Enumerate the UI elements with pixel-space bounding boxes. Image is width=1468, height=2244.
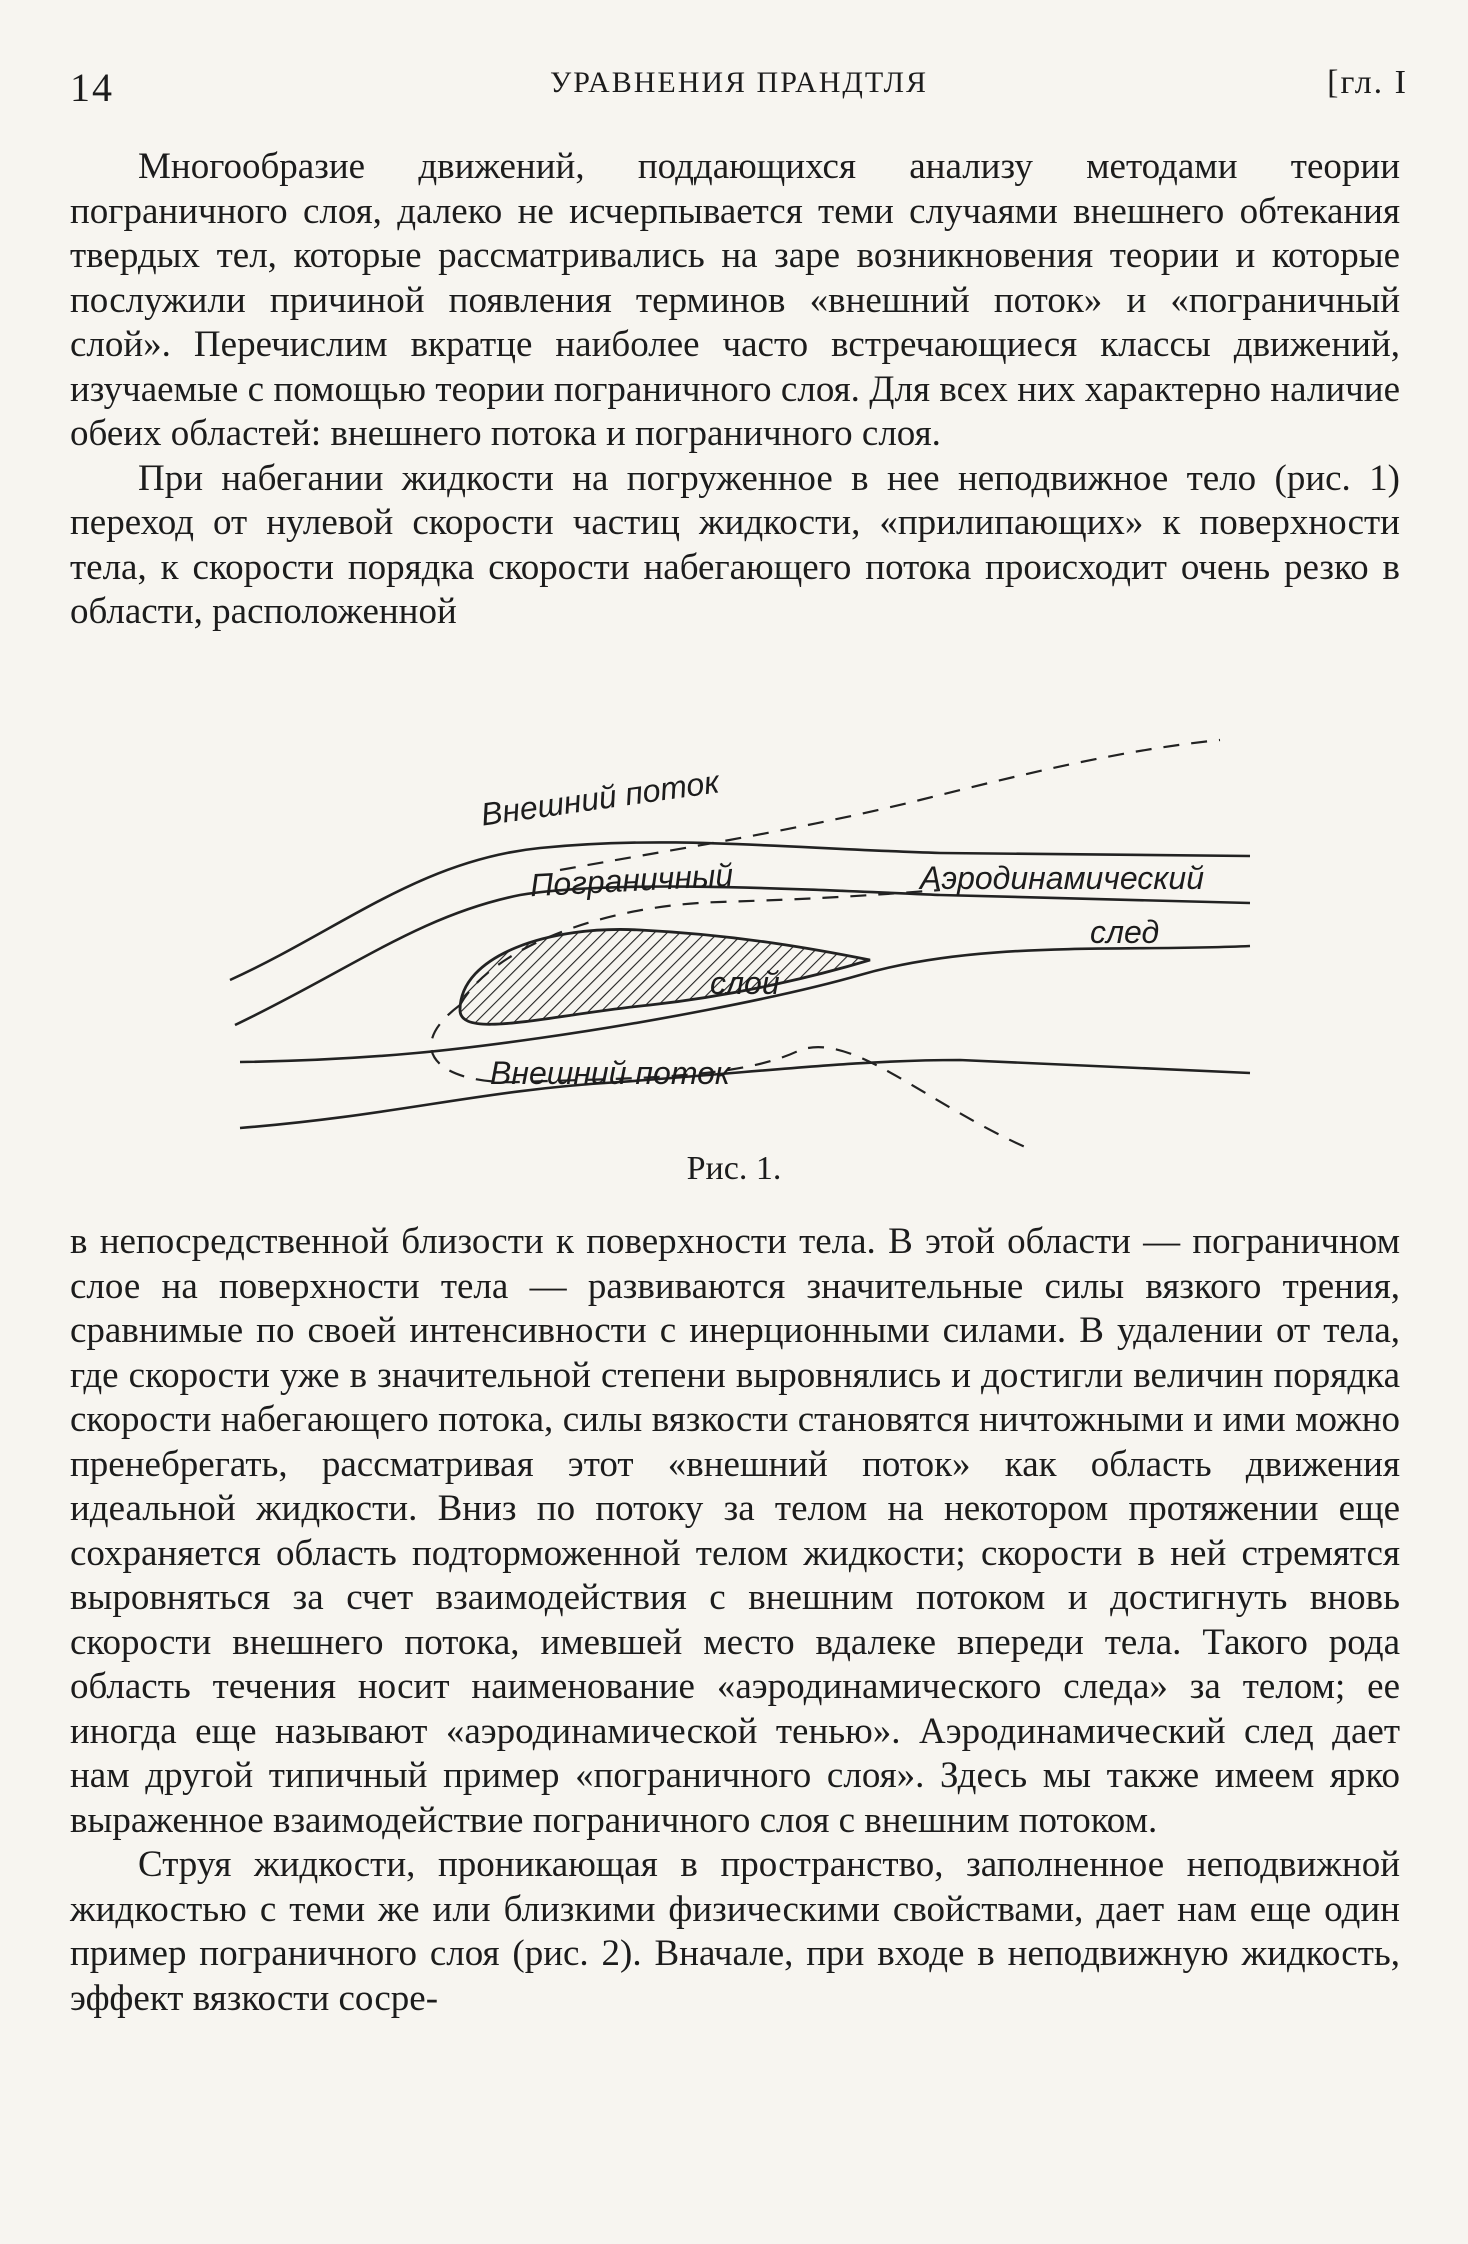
airfoil-body [460,929,870,1024]
label-outer-flow-bottom: Внешний поток [490,1055,731,1091]
chapter-marker: [гл. I [1327,64,1408,101]
running-header [70,56,1408,110]
paragraph: в непосредственной близости к поверхности тела. В этой области — пограничном слое на поверхности тела — развиваются значительные силы вязкого трения, сравнимые по своей интенсивности с инерционными силами. В удалении от тела, где скорости уже в значительной степени выровнялись и достигли величин порядка скорости набегающего потока, силы вязкости становятся ничтожными и ими можно пренебрегать, рассматривая этот «внешний поток» как область движения идеальной жидкости. Вниз по потоку за телом на некотором протяжении еще сохраняется область подторможенной телом жидкости; скорости в ней стремятся выровняться за счет взаимодействия с внешним потоком и достигнуть вновь скорости внешнего потока, имевшей место вдалеке впереди тела. Такого рода область течения носит наименование «аэродинамического следа» за телом; ее иногда еще называют «аэродинамической тенью». Аэродинамический след дает нам другой типичный пример «пограничного слоя». Здесь мы также имеем ярко выраженное взаимодействие пограничного слоя с внешним потоком. [70,1221,1400,1841]
label-boundary-layer-2: слой [710,965,780,1001]
figure-caption: Рис. 1. [686,1150,782,1187]
page-number: 14 [70,65,114,110]
label-wake-2: след [1090,914,1160,950]
running-title: УРАВНЕНИЯ ПРАНДТЛЯ [549,66,929,99]
text-block-top [70,145,1400,635]
paragraph: При набегании жидкости на погруженное в нее неподвижное тело (рис. 1) переход от нулевой скорости частиц жидкости, «прилипающих» к поверхности тела, к скорости порядка скорости набегающего потока происходит очень резко в области, расположенной [70,457,1400,632]
figure-1 [220,730,1260,1150]
label-outer-flow-top: Внешний поток [478,763,722,833]
label-wake-1: Аэродинамический [920,860,1204,896]
paragraph: Многообразие движений, поддающихся анализу методами теории пограничного слоя, далеко не исчерпывается теми случаями внешнего обтекания твердых тел, которые рассматривались на заре возникновения теории и которые послужили причиной появления терминов «внешний поток» и «пограничный слой». Перечислим вкратце наиболее часто встречающиеся классы движений, изучаемые с помощью теории пограничного слоя. Для всех них характерно наличие обеих областей: внешнего потока и пограничного слоя. [70,146,1400,454]
label-boundary-layer-1: Пограничный [529,856,735,904]
text-block-bottom [70,1220,1400,2021]
paragraph: Струя жидкости, проникающая в пространство, заполненное неподвижной жидкостью с теми же или близкими физическими свойствами, дает нам еще один пример пограничного слоя (рис. 2). Вначале, при входе в неподвижную жидкость, эффект вязкости сосре- [70,1844,1400,2019]
